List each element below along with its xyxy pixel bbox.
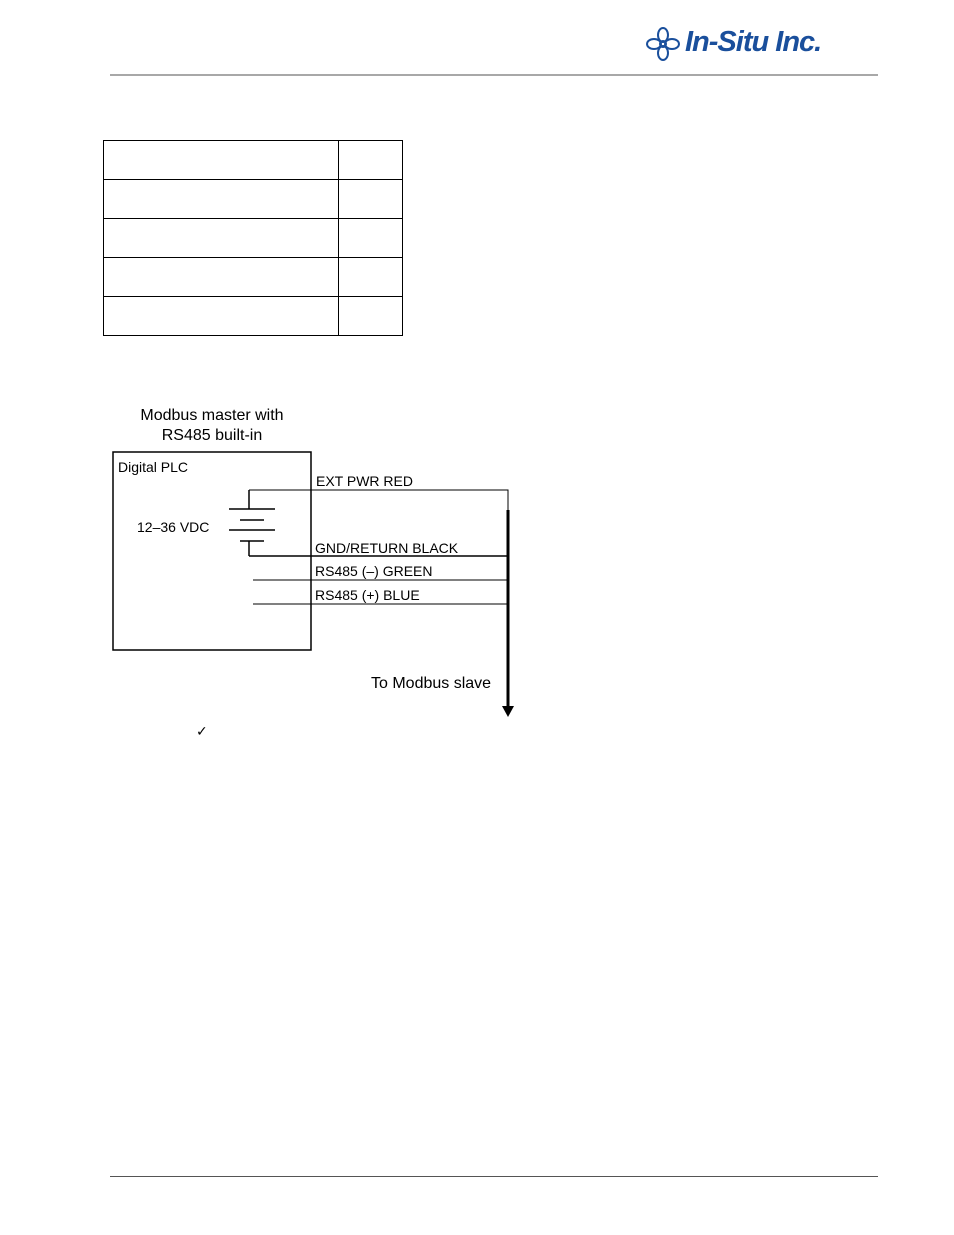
- battery-symbol: [229, 490, 275, 556]
- wire-label: EXT PWR RED: [316, 473, 413, 489]
- plc-box: [113, 452, 311, 650]
- ext-pwr-wire: [249, 490, 508, 510]
- arrow-down-icon: [502, 706, 514, 717]
- wire-label: RS485 (–) GREEN: [315, 563, 433, 579]
- logo-wordmark: In-Situ Inc.: [685, 26, 822, 58]
- slave-label: To Modbus slave: [371, 675, 492, 692]
- diagram-caption-line1: Modbus master with: [140, 407, 284, 424]
- wire-label: RS485 (+) BLUE: [315, 587, 420, 603]
- plc-label: Digital PLC: [118, 459, 189, 475]
- wire-label: GND/RETURN BLACK: [315, 540, 459, 556]
- voltage-label: 12–36 VDC: [137, 519, 210, 535]
- diagram-caption-line2: RS485 built-in: [161, 427, 263, 444]
- check-icon: ✓: [196, 724, 208, 740]
- footer-rule: [110, 1176, 878, 1177]
